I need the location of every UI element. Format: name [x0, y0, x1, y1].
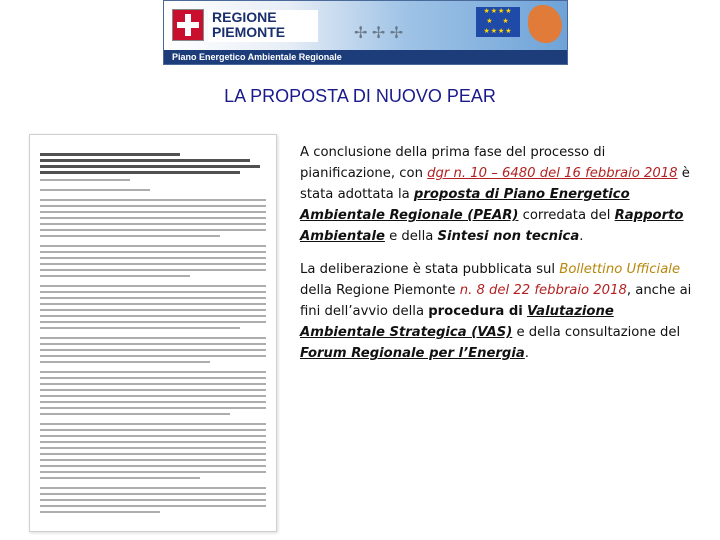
p1-text-2: è stata adottata la	[300, 166, 690, 202]
document-thumbnail	[29, 134, 277, 532]
p2-text-6: .	[524, 346, 529, 361]
p1-text-3: corredata del	[518, 208, 615, 223]
banner-subtitle: Piano Energetico Ambientale Regionale	[164, 50, 567, 64]
page-title: LA PROPOSTA DI NUOVO PEAR	[224, 86, 496, 106]
procedura-label: procedura di	[428, 304, 523, 319]
piemonte-map-icon	[528, 5, 562, 43]
p1-text-5: .	[579, 229, 584, 244]
p1-text-4: e della	[384, 229, 438, 244]
vas-procedure: Valutazione Ambientale Strategica (VAS)	[300, 304, 614, 340]
forum-energia: Forum Regionale per l’Energia	[300, 346, 525, 361]
rapporto-ambientale: Rapporto Ambientale	[300, 208, 684, 244]
sintesi-non-tecnica: Sintesi non tecnica	[437, 229, 580, 244]
eu-flag-icon: ★★★★ ★ ★ ★★★★	[476, 7, 520, 37]
piemonte-flag-icon	[172, 9, 204, 41]
paragraph-publication	[300, 259, 695, 364]
p2-text-1: La deliberazione è stata pubblicata sul	[300, 262, 560, 277]
bollettino-ufficiale: Bollettino Ufficiale	[559, 262, 681, 277]
header-banner	[163, 0, 568, 65]
p2-text-3: , anche ai fini dell’avvio della	[300, 283, 692, 319]
bollettino-number: n. 8 del 22 febbraio 2018	[459, 283, 627, 298]
region-logo-line2: PIEMONTE	[212, 24, 286, 40]
pear-proposal: proposta di Piano Energetico Ambientale Regionale (PEAR)	[300, 187, 630, 223]
region-logo-line1: REGIONE	[212, 9, 277, 25]
p1-text-1: A conclusione della prima fase del processo di pianificazione, con	[300, 145, 606, 181]
paragraph-adoption	[300, 142, 695, 247]
p2-text-5: e della consultazione del	[512, 325, 681, 340]
main-text	[300, 142, 695, 376]
region-logo	[208, 10, 318, 42]
dgr-reference: dgr n. 10 – 6480 del 16 febbraio 2018	[427, 166, 678, 181]
wind-turbine-icon: ✢ ✢ ✢	[354, 25, 404, 42]
p2-text-2: della Regione Piemonte	[300, 283, 460, 298]
